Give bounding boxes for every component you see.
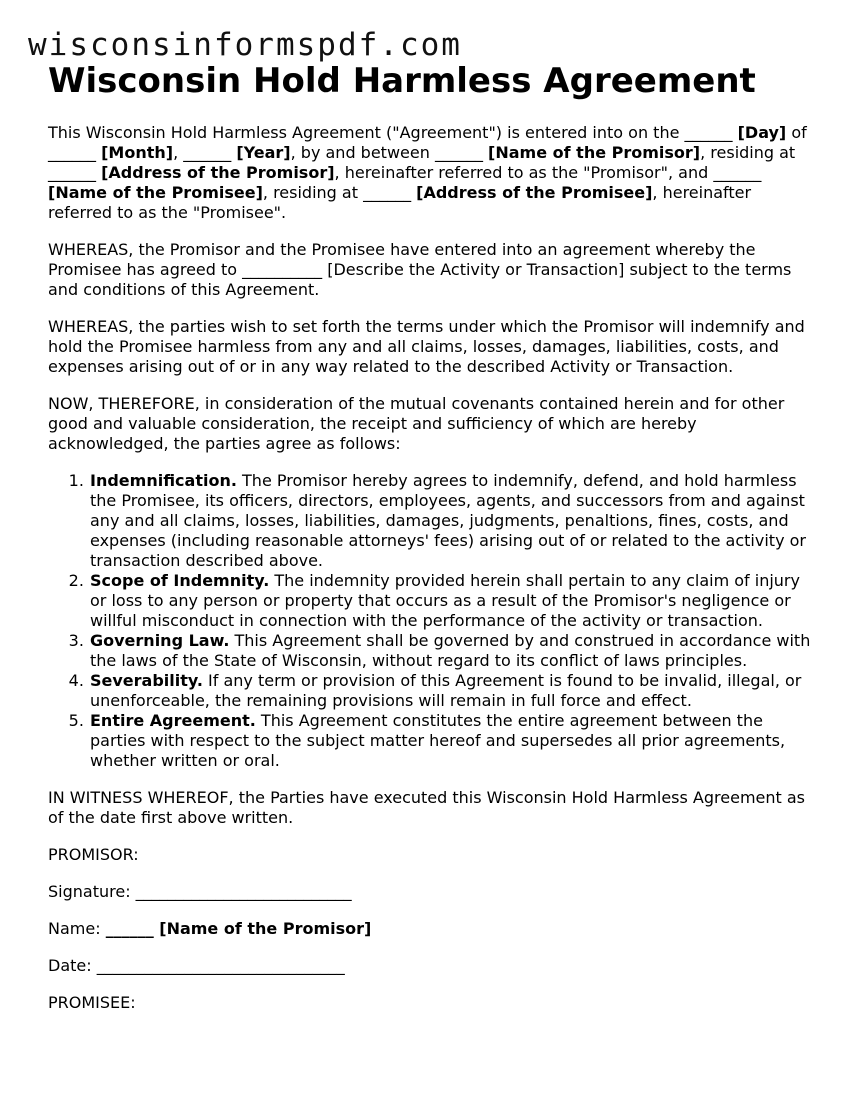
intro-text: of ______ [48, 123, 807, 162]
placeholder-year: [Year] [236, 143, 291, 162]
promisee-label: PROMISEE: [48, 993, 136, 1012]
placeholder-promisor-address: [Address of the Promisor] [101, 163, 335, 182]
intro-text: , residing at ______ [48, 143, 796, 182]
clause-text: The indemnity provided herein shall pertain to any claim of injury or loss to any person or property that occurs as a result of the Promisor's negligence or willful misconduct in connection with the performance of the activity or transaction. [90, 571, 800, 630]
witness-paragraph: IN WITNESS WHEREOF, the Parties have executed this Wisconsin Hold Harmless Agreement as of the date first above written. [48, 788, 806, 827]
placeholder-month: [Month] [101, 143, 174, 162]
placeholder-promisor-name: [Name of the Promisor] [488, 143, 701, 162]
name-placeholder: ______ [Name of the Promisor] [105, 919, 372, 938]
clause-text: This Agreement shall be governed by and construed in accordance with the laws of the State of Wisconsin, without regard to its conflict of laws principles. [90, 631, 811, 670]
clause-list [48, 471, 818, 771]
intro-text: , ______ [173, 143, 237, 162]
clause-text: If any term or provision of this Agreement is found to be invalid, illegal, or unenforceable, the remaining provisions will remain in full force and effect. [90, 671, 802, 710]
clause-item [89, 671, 818, 711]
placeholder-promisee-address: [Address of the Promisee] [416, 183, 653, 202]
clause-item [89, 471, 818, 571]
promisor-label: PROMISOR: [48, 845, 139, 864]
clause-heading: Severability. [90, 671, 203, 690]
clause-item [89, 571, 818, 631]
clause-heading: Scope of Indemnity. [90, 571, 270, 590]
clause-item [89, 711, 818, 771]
date-line: Date: _______________________________ [48, 956, 345, 975]
document-body [48, 60, 818, 1013]
whereas-paragraph-2: WHEREAS, the parties wish to set forth the terms under which the Promisor will indemnify and hold the Promisee harmless from any and all claims, losses, damages, liabilities, costs, and expenses arising out of or in any way related to the described Activity or Transaction. [48, 317, 805, 376]
placeholder-day: [Day] [737, 123, 787, 142]
clause-item [89, 631, 818, 671]
signature-line: Signature: ___________________________ [48, 882, 352, 901]
now-therefore-paragraph: NOW, THEREFORE, in consideration of the mutual covenants contained herein and for other good and valuable consideration, the receipt and sufficiency of which are hereby acknowledged, the parties agree as follows: [48, 394, 785, 453]
name-prefix: Name: [48, 919, 106, 938]
clause-text: This Agreement constitutes the entire agreement between the parties with respect to the subject matter hereof and supersedes all prior agreements, whether written or oral. [90, 711, 786, 770]
intro-text: , residing at ______ [262, 183, 417, 202]
intro-text: , by and between ______ [290, 143, 489, 162]
placeholder-promisee-name: [Name of the Promisee] [48, 183, 263, 202]
clause-heading: Governing Law. [90, 631, 230, 650]
clause-heading: Indemnification. [90, 471, 237, 490]
site-watermark: wisconsinformspdf.com [28, 27, 462, 63]
name-line [48, 919, 818, 939]
document-title: Wisconsin Hold Harmless Agreement [48, 61, 756, 101]
whereas-paragraph-1: WHEREAS, the Promisor and the Promisee have entered into an agreement whereby the Promisee has agreed to __________ [Describe the Activity or Transaction] subject to the terms and conditions of this Agreement. [48, 240, 792, 299]
intro-text: This Wisconsin Hold Harmless Agreement ("Agreement") is entered into on the ______ [48, 123, 738, 142]
intro-paragraph [48, 123, 818, 223]
intro-text: , hereinafter referred to as the "Promisor", and ______ [334, 163, 762, 182]
clause-heading: Entire Agreement. [90, 711, 256, 730]
intro-text: , hereinafter referred to as the "Promisee". [48, 183, 752, 222]
clause-text: The Promisor hereby agrees to indemnify, defend, and hold harmless the Promisee, its officers, directors, employees, agents, and successors from and against any and all claims, losses, liabilities, damages, judgments, penaltions, fines, costs, and expenses (including reasonable attorneys' fees) arising out of or related to the activity or transaction described above. [90, 471, 806, 570]
